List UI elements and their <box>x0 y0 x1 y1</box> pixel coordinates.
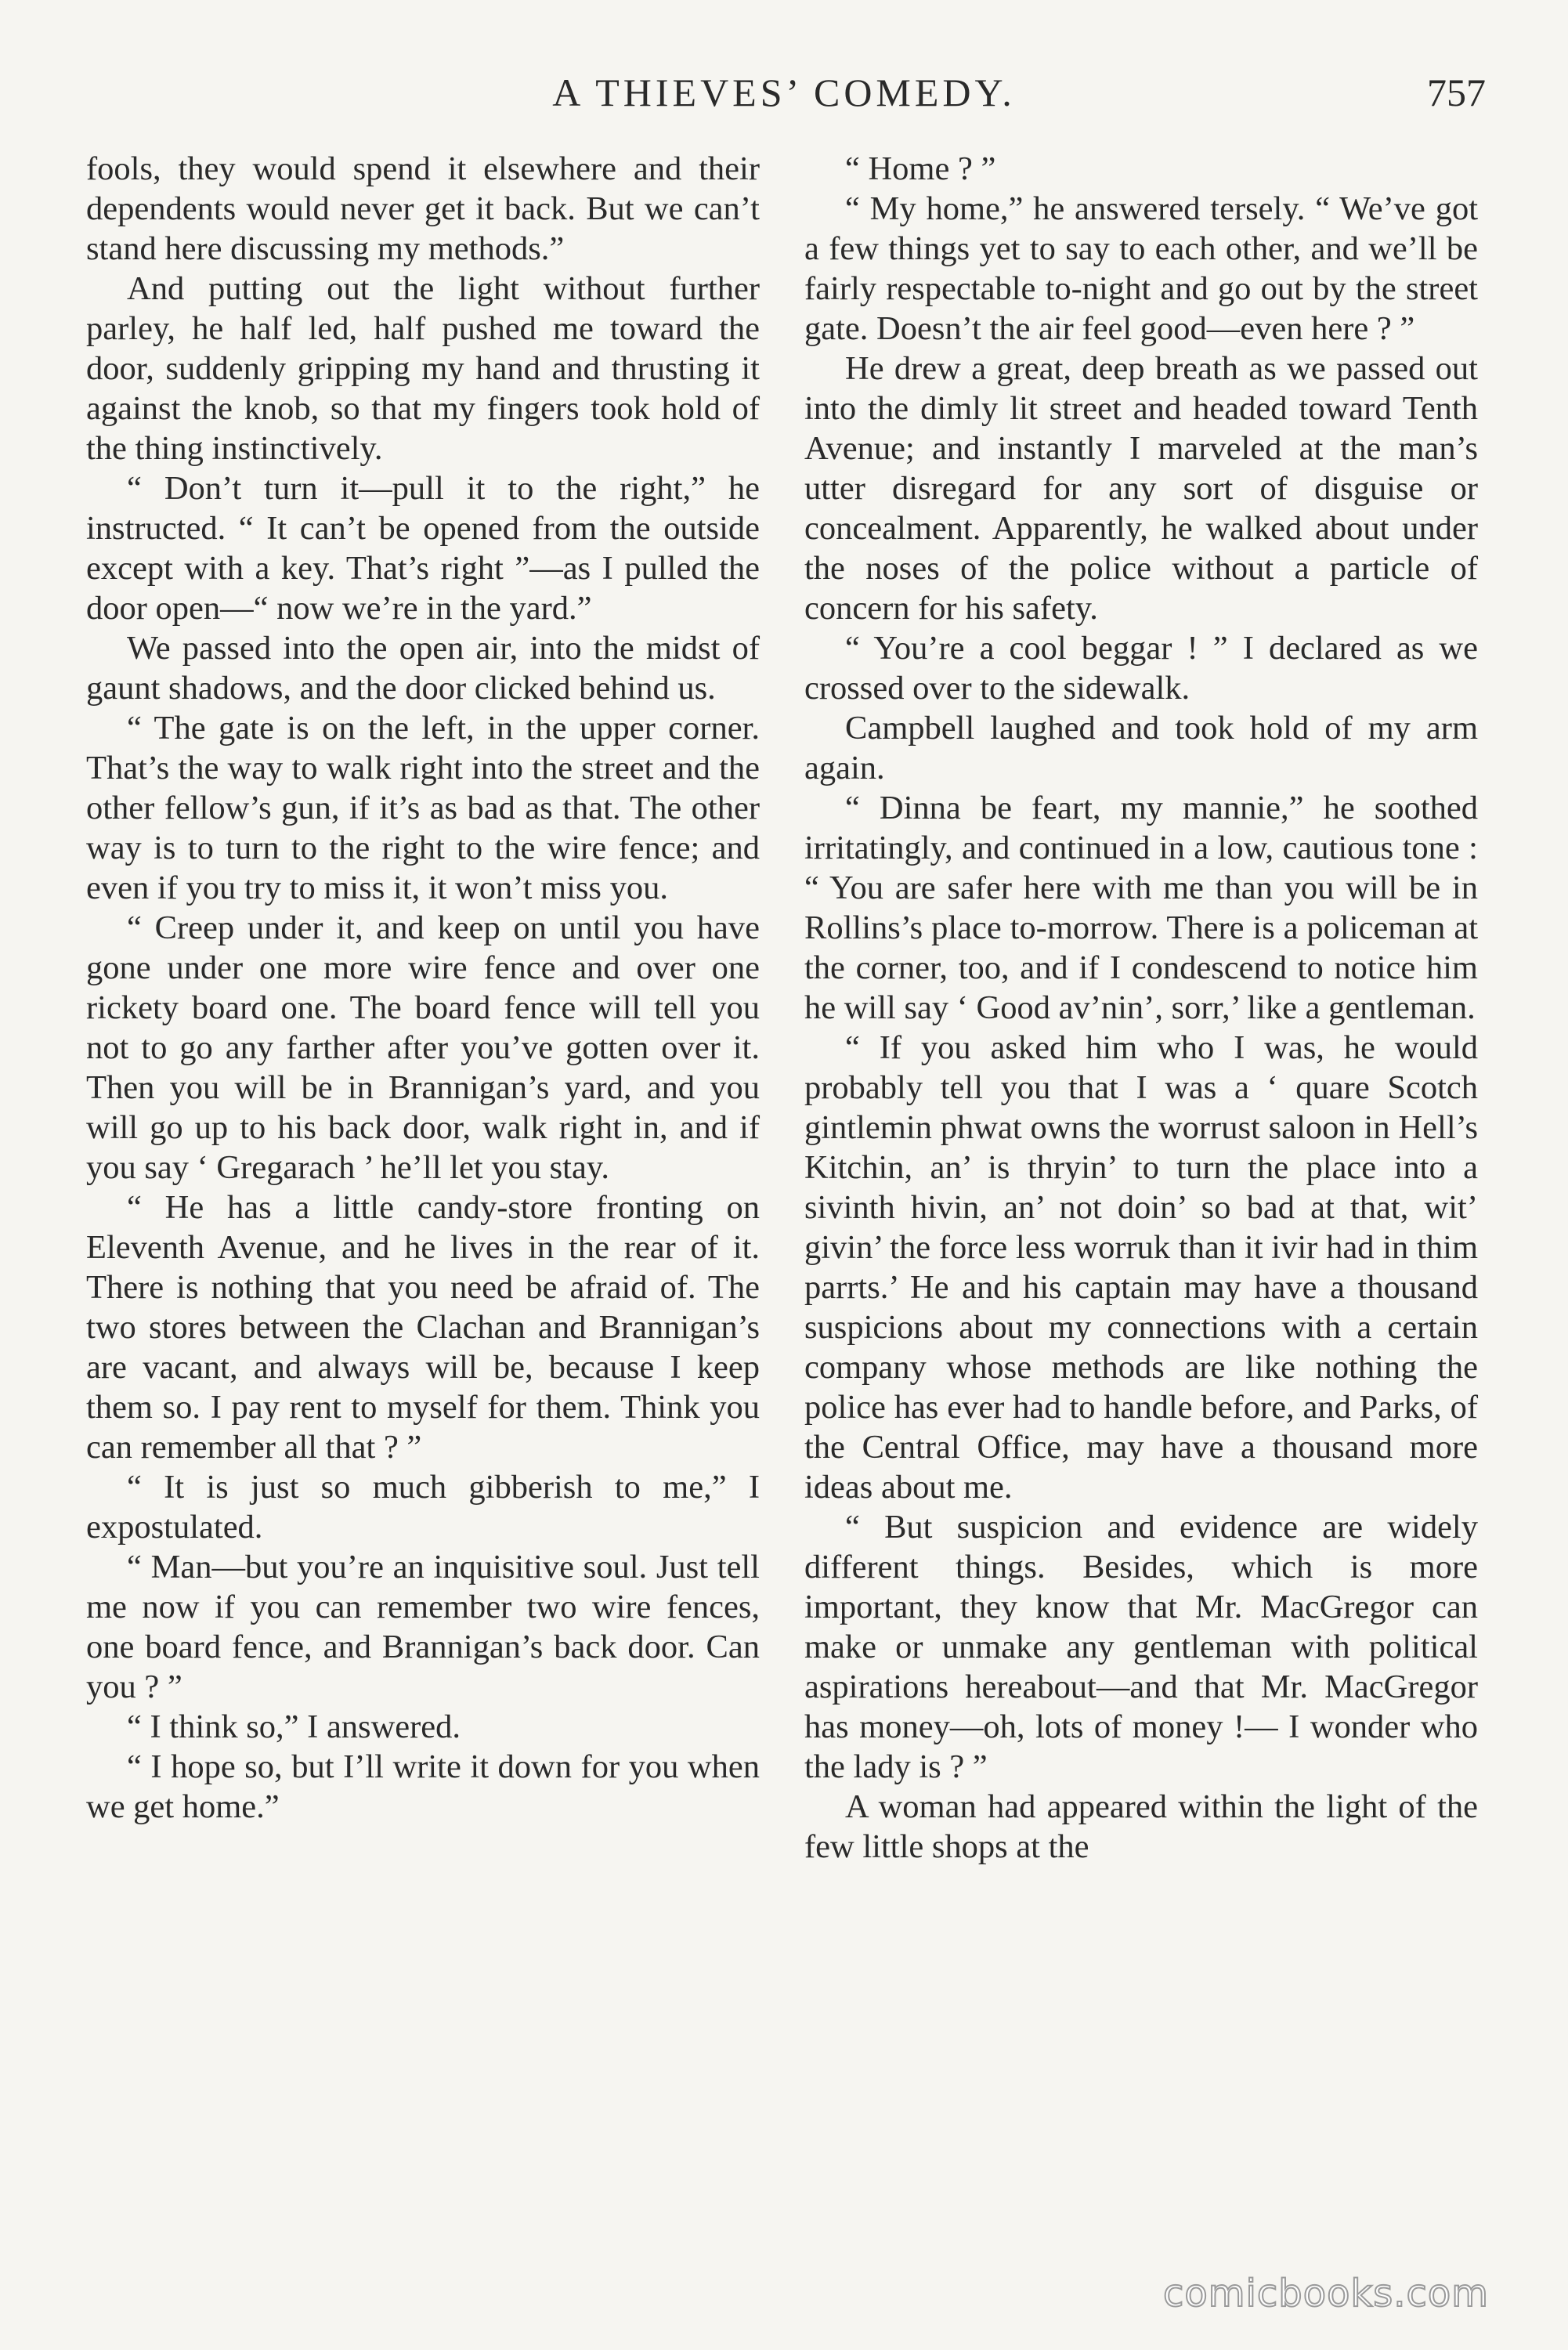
page-header <box>0 69 1568 132</box>
paragraph: “ Don’t turn it—pull it to the right,” he instructed. “ It can’t be opened from the outside except with a key. That’s right ”—as I pulled the door open—“ now we’re in the yard.” <box>86 470 760 627</box>
paragraph: We passed into the open air, into the midst of gaunt shadows, and the door clicked behind us. <box>86 630 760 707</box>
paragraph: “ My home,” he answered tersely. “ We’ve got a few things yet to say to each other, and we’ll be fairly respectable to-night and go out by the street gate. Doesn’t the air feel good—even here ? ” <box>804 190 1478 347</box>
paragraph: “ If you asked him who I was, he would probably tell you that I was a ‘ quare Scotch gintlemin phwat owns the worrust saloon in Hell’s Kitchin, an’ is thryin’ to turn the place into a sivinth hivin, an’ not doin’ so bad at that, wit’ givin’ the force less worruk than it ivir had in thim parrts.’ He and his captain may have a thousand suspicions about my connections with a certain company whose methods are like nothing the police has ever had to handle before, and Parks, of the Central Office, may have a thousand more ideas about me. <box>804 1029 1478 1506</box>
paragraph: “ It is just so much gibberish to me,” I expostulated. <box>86 1469 760 1546</box>
paragraph: “ Man—but you’re an inquisitive soul. Just tell me now if you can remember two wire fences, one board fence, and Brannigan’s back door. Can you ? ” <box>86 1549 760 1705</box>
paragraph: “ The gate is on the left, in the upper corner. That’s the way to walk right into the street and the other fellow’s gun, if it’s as bad as that. The other way is to turn to the right to the wire fence; and even if you try to miss it, it won’t miss you. <box>86 710 760 906</box>
paragraph: A woman had appeared within the light of the few little shops at the <box>804 1788 1478 1865</box>
paragraph: He drew a great, deep breath as we passed out into the dimly lit street and headed toward Tenth Avenue; and instantly I marveled at the man’s utter disregard for any sort of disguise or concealment. Apparently, he walked about under the noses of the police without a particle of concern for his safety. <box>804 350 1478 627</box>
paragraph: “ Home ? ” <box>845 150 996 187</box>
paragraph: “ I think so,” I answered. <box>127 1708 461 1745</box>
paragraph: “ I hope so, but I’ll write it down for you when we get home.” <box>86 1748 760 1825</box>
paragraph: “ Creep under it, and keep on until you have gone under one more wire fence and over one rickety board one. The board fence will tell you not to go any farther after you’ve gotten over it. Then you will be in Brannigan’s yard, and you will go up to his back door, walk right in, and if you say ‘ Gregarach ’ he’ll let you stay. <box>86 909 760 1186</box>
paragraph: And putting out the light without further parley, he half led, half pushed me toward the door, suddenly gripping my hand and thrusting it against the knob, so that my fingers took hold of the thing instinctively. <box>86 270 760 467</box>
paragraph: Campbell laughed and took hold of my arm again. <box>804 710 1478 786</box>
watermark: comicbooks.com <box>1163 2272 1490 2316</box>
paragraph: “ But suspicion and evidence are widely different things. Besides, which is more important, they know that Mr. MacGregor can make or unmake any gentleman with political aspirations hereabout—and that Mr. MacGregor has money—oh, lots of money !— I wonder who the lady is ? ” <box>804 1509 1478 1785</box>
paragraph: fools, they would spend it elsewhere and their dependents would never get it back. But we can’t stand here discussing my methods.” <box>86 150 760 267</box>
left-column <box>86 149 760 1827</box>
right-column <box>804 149 1478 1867</box>
paragraph: “ Dinna be feart, my mannie,” he soothed irritatingly, and continued in a low, cautious tone : “ You are safer here with me than you will be in Rollins’s place to-morrow. There is a policeman at the corner, too, and if I condescend to notice him he will say ‘ Good av’nin’, sorr,’ like a gentleman. <box>804 790 1478 1026</box>
page-number: 757 <box>1427 70 1486 114</box>
paragraph: “ You’re a cool beggar ! ” I declared as we crossed over to the sidewalk. <box>804 630 1478 707</box>
running-title: A THIEVES’ COMEDY. <box>552 70 1016 114</box>
paragraph: “ He has a little candy-store fronting on Eleventh Avenue, and he lives in the rear of it. There is nothing that you need be afraid of. The two stores between the Clachan and Brannigan’s are vacant, and always will be, because I keep them so. I pay rent to myself for them. Think you can remember all that ? ” <box>86 1189 760 1466</box>
